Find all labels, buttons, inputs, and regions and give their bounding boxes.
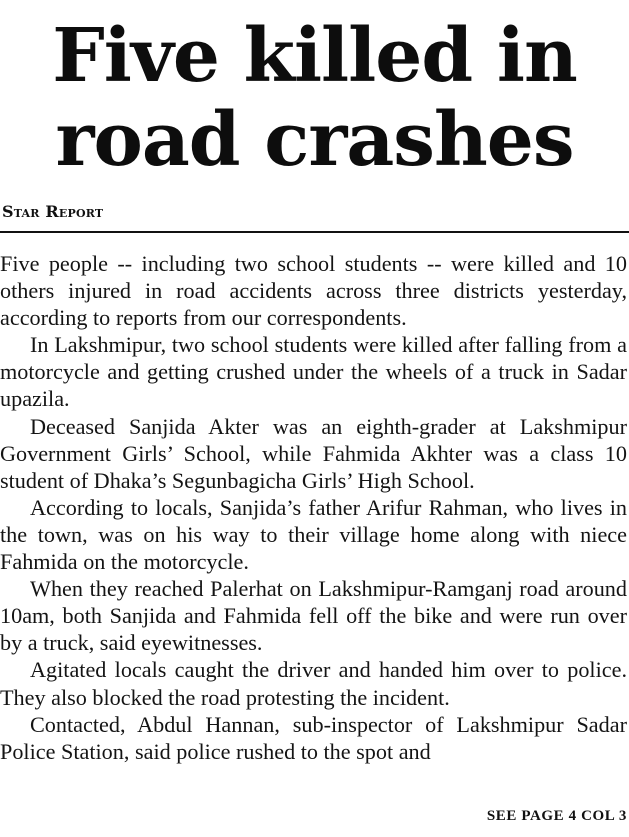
paragraph: In Lakshmipur, two school students were killed after falling from a motorcycle and getting crushed under the wheels of a truck in Sadar upazila. [0,332,627,412]
headline-line-1: Five killed in [52,13,577,99]
paragraph: Contacted, Abdul Hannan, sub-inspector of Lakshmipur Sadar Police Station, said police rushed to the spot and [0,711,627,764]
byline-divider [0,231,629,233]
paragraph: When they reached Palerhat on Lakshmipur-Ramganj road around 10am, both Sanjida and Fahmida fell off the bike and were run over by a truck, said eyewitnesses. [0,576,627,656]
paragraph: Agitated locals caught the driver and handed him over to police. They also blocked the road protesting the incident. [0,657,627,710]
continuation-jump-line: SEE PAGE 4 COL 3 [486,808,627,824]
paragraph: Deceased Sanjida Akter was an eighth-grader at Lakshmipur Government Girls’ School, while Fahmida Akhter was a class 10 student of Dhaka’s Segunbagicha Girls’ High School. [0,413,627,493]
headline-line-2: road crashes [55,97,574,183]
article-body [0,250,627,765]
paragraph: According to locals, Sanjida’s father Arifur Rahman, who lives in the town, was on his way to their village home along with niece Fahmida on the motorcycle. [0,494,627,575]
byline: Star Report [2,202,104,221]
headline [0,14,629,182]
paragraph: Five people -- including two school students -- were killed and 10 others injured in road accidents across three districts yesterday, according to reports from our correspondents. [0,251,627,331]
